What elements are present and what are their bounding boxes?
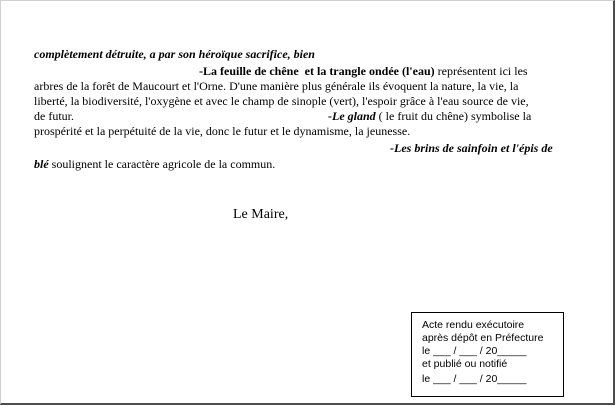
text-line-1: complètement détruite, a par son héroïque sacrifice, bien — [34, 47, 315, 61]
prefecture-stamp-box — [411, 312, 564, 397]
stamp-line-2: après dépôt en Préfecture — [422, 332, 544, 344]
stamp-date-line-2: le ___ / ___ / 20_____ — [422, 373, 527, 385]
mayor-signature: Le Maire, — [233, 207, 289, 222]
oak-leaf-line-3: liberté, la biodiversité, l'oxygène et avec le champ de sinople (vert), l'espoir grâce à l'eau source de vie, — [34, 94, 529, 108]
sainfoin-label: -Les brins de sainfoin et l'épis de — [390, 141, 553, 155]
wheat-label: blé — [34, 157, 49, 171]
stamp-line-1: Acte rendu exécutoire — [422, 319, 525, 331]
oak-leaf-line-4: de futur. — [34, 109, 74, 123]
acorn-text: ( le fruit du chêne) symbolise la — [375, 109, 532, 123]
sainfoin-text: soulignent le caractère agricole de la commun. — [48, 157, 276, 171]
acorn-label: -Le gland — [328, 109, 376, 123]
wavy-bar-label: et la trangle ondée (l'eau) — [304, 64, 435, 78]
stamp-date-line-1: le ___ / ___ / 20_____ — [422, 345, 527, 357]
oak-leaf-text: représentent ici les — [434, 64, 528, 78]
stamp-line-4: et publié ou notifié — [422, 358, 508, 370]
oak-leaf-line-2: arbres de la forêt de Maucourt et l'Orne. D'une manière plus générale ils évoquent la nature, la vie, la — [34, 79, 519, 93]
acorn-line-2: prospérité et la perpétuité de la vie, donc le futur et le dynamisme, la jeunesse. — [34, 124, 411, 138]
paragraph-oak-leaf-heading — [199, 64, 528, 79]
oak-leaf-label: -La feuille de chêne — [199, 64, 299, 78]
paragraph-acorn-heading — [328, 109, 531, 124]
sainfoin-line-2 — [34, 157, 275, 172]
